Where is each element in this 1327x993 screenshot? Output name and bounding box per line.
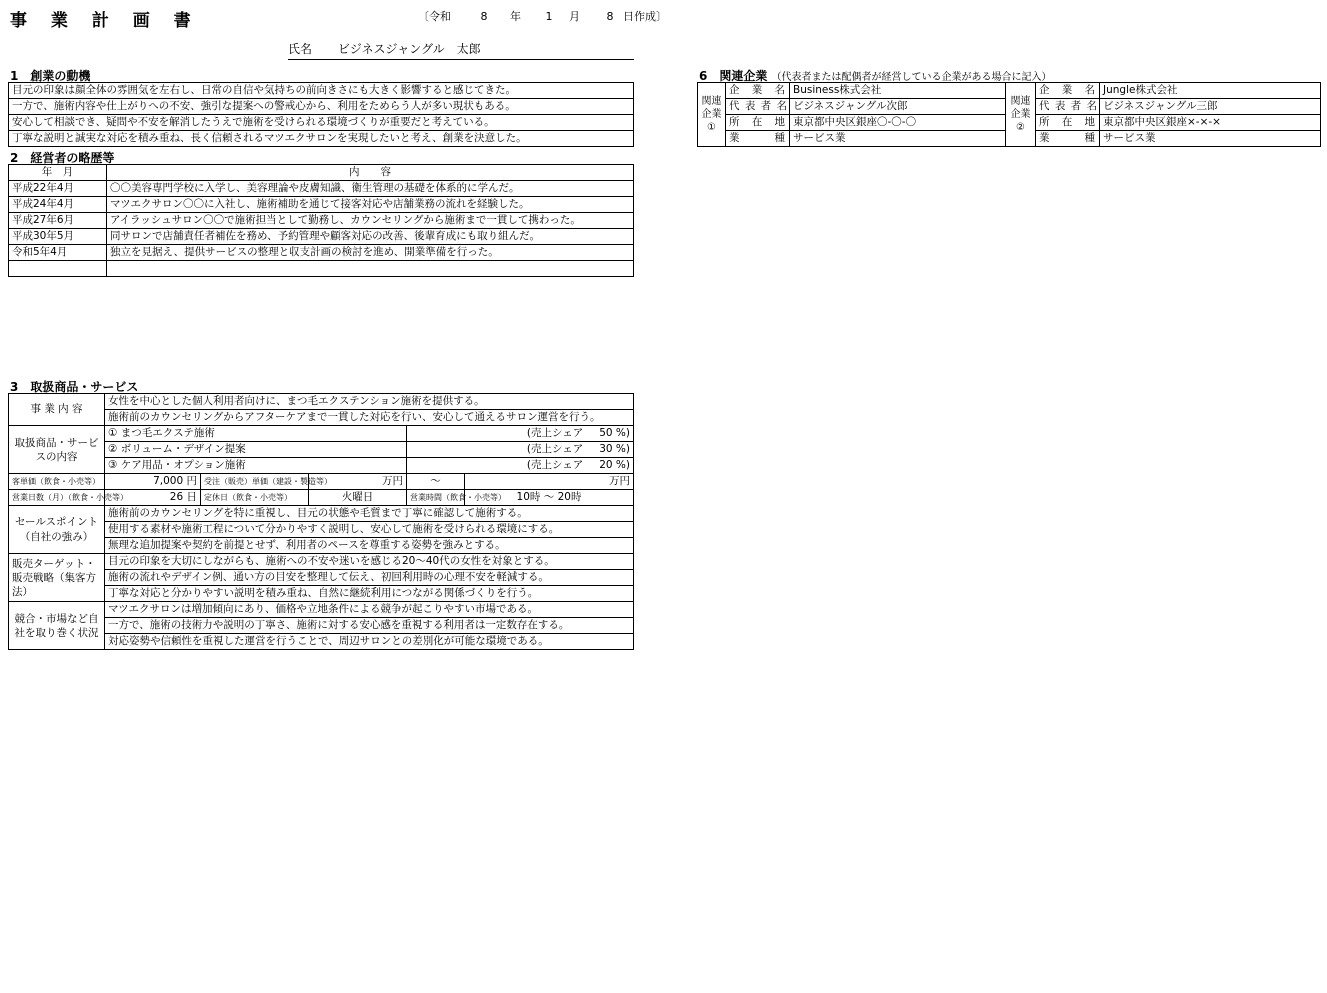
product-share <box>407 426 634 442</box>
history-date: 平成24年4月 <box>9 197 107 213</box>
field-address: 所 在 地 <box>1036 115 1100 131</box>
motivation-line: 目元の印象は顔全体の雰囲気を左右し、日常の自信や気持ちの前向きさにも大きく影響すると感じてきた。 <box>9 83 634 99</box>
history-date: 平成27年6月 <box>9 213 107 229</box>
holiday-value: 火曜日 <box>309 490 407 506</box>
motivation-line: 安心して相談でき、疑問や不安を解消したうえで施術を受けられる環境づくりが重要だと考えている。 <box>9 115 634 131</box>
sec2-title: 2 経営者の略歴等 <box>10 151 115 165</box>
field-company-name: 企 業 名 <box>1036 83 1100 99</box>
history-content: 〇〇美容専門学校に入学し、美容理論や皮膚知識、衛生管理の基礎を体系的に学んだ。 <box>107 181 634 197</box>
share-close: %) <box>615 427 630 439</box>
share-close: %) <box>615 459 630 471</box>
name-value: ビジネスジャングル 太郎 <box>337 42 481 56</box>
name-label: 氏名 <box>288 42 313 56</box>
company-industry: サービス業 <box>1100 131 1321 147</box>
order-price-from: 万円 <box>309 474 407 490</box>
unit-price-value: 7,000 <box>153 475 184 487</box>
product-share <box>407 442 634 458</box>
date-year: 8 <box>480 10 488 23</box>
motivation-line: 丁寧な説明と誠実な対応を積み重ね、長く信頼されるマツエクサロンを実現したいと考え、創業を決意した。 <box>9 131 634 147</box>
history-date: 令和5年4月 <box>9 245 107 261</box>
market-line: マツエクサロンは増加傾向にあり、価格や立地条件による競争が起こりやすい市場である。 <box>105 602 634 618</box>
market-line: 一方で、施術の技術力や説明の丁寧さ、施術に対する安心感を重視する利用者は一定数存在する。 <box>105 618 634 634</box>
history-date <box>9 261 107 277</box>
field-company-name: 企 業 名 <box>726 83 790 99</box>
history-content <box>107 261 634 277</box>
business-label: 事 業 内 容 <box>9 394 105 426</box>
sales-point: 施術前のカウンセリングを特に重視し、目元の状態や毛質まで丁寧に確認して施術する。 <box>105 506 634 522</box>
applicant-name <box>288 40 634 60</box>
history-date: 平成30年5月 <box>9 229 107 245</box>
product-name: ③ ケア用品・オプション施術 <box>105 458 407 474</box>
related-company-2-side <box>1006 83 1036 147</box>
date-open: 〔令和 <box>418 10 451 23</box>
sales-point-label: セールスポイント（自社の強み） <box>9 506 105 554</box>
history-content: 独立を見据え、提供サービスの整理と収支計画の検討を進め、開業準備を行った。 <box>107 245 634 261</box>
sales-point: 使用する素材や施術工程について分かりやすく説明し、安心して施術を受けられる環境にする。 <box>105 522 634 538</box>
field-address: 所 在 地 <box>726 115 790 131</box>
unit-price <box>105 474 201 490</box>
product-share <box>407 458 634 474</box>
order-price-to: 万円 <box>465 474 634 490</box>
share-open: (売上シェア <box>526 459 584 471</box>
business-days-value: 26 <box>169 491 184 503</box>
target-line: 施術の流れやデザイン例、通い方の目安を整理して伝え、初回利用時の心理不安を軽減する。 <box>105 570 634 586</box>
company-address: 東京都中央区銀座〇-〇-〇 <box>790 115 1006 131</box>
related-no: ① <box>707 122 716 133</box>
page-title: 事 業 計 画 書 <box>10 11 200 31</box>
company-representative: ビジネスジャングル三郎 <box>1100 99 1321 115</box>
history-content: 同サロンで店舗責任者補佐を務め、予約管理や顧客対応の改善、後輩育成にも取り組んだ。 <box>107 229 634 245</box>
order-price-tilde: 〜 <box>407 474 465 490</box>
products-label: 取扱商品・サービスの内容 <box>9 426 105 474</box>
hours-label: 営業時間（飲食・小売等） <box>407 490 465 506</box>
sec1-title: 1 創業の動機 <box>10 69 91 83</box>
market-label: 競合・市場など自社を取り巻く状況 <box>9 602 105 650</box>
unit-price-label: 客単価（飲食・小売等） <box>9 474 105 490</box>
date-year-unit: 年 <box>510 10 521 23</box>
company-name: Jungle株式会社 <box>1100 83 1321 99</box>
history-content: アイラッシュサロン〇〇で施術担当として勤務し、カウンセリングから施術まで一貫して携わった。 <box>107 213 634 229</box>
company-representative: ビジネスジャングル次郎 <box>790 99 1006 115</box>
share-open: (売上シェア <box>526 427 584 439</box>
business-line: 施術前のカウンセリングからアフターケアまで一貫した対応を行い、安心して通えるサロン運営を行う。 <box>105 410 634 426</box>
motivation-line: 一方で、施術内容や仕上がりへの不安、強引な提案への警戒心から、利用をためらう人が多い現状もある。 <box>9 99 634 115</box>
product-name: ② ボリューム・デザイン提案 <box>105 442 407 458</box>
creation-date <box>418 8 667 24</box>
product-name: ① まつ毛エクステ施術 <box>105 426 407 442</box>
company-address: 東京都中央区銀座×-×-× <box>1100 115 1321 131</box>
company-industry: サービス業 <box>790 131 1006 147</box>
share-close: %) <box>615 443 630 455</box>
share-value: 50 <box>599 427 613 439</box>
history-col-content: 内 容 <box>107 165 634 181</box>
share-value: 30 <box>599 443 613 455</box>
field-representative: 代 表 者 名 <box>1036 99 1100 115</box>
history-date: 平成22年4月 <box>9 181 107 197</box>
day-unit: 日 <box>186 491 197 503</box>
target-label: 販売ターゲット・販売戦略（集客方法） <box>9 554 105 602</box>
market-line: 対応姿勢や信頼性を重視した運営を行うことで、周辺サロンとの差別化が可能な環境である。 <box>105 634 634 650</box>
order-price-label: 受注（販売）単価（建設・製造等） <box>201 474 309 490</box>
history-content: マツエクサロン〇〇に入社し、施術補助を通じて接客対応や店舗業務の流れを経験した。 <box>107 197 634 213</box>
business-line: 女性を中心とした個人利用者向けに、まつ毛エクステンション施術を提供する。 <box>105 394 634 410</box>
sales-point: 無理な追加提案や契約を前提とせず、利用者のペースを尊重する姿勢を強みとする。 <box>105 538 634 554</box>
business-days-label: 営業日数（月）（飲食・小売等） <box>9 490 105 506</box>
related-no: ② <box>1016 122 1025 133</box>
date-day: 8 <box>606 10 614 23</box>
sec3-title: 3 取扱商品・サービス <box>10 380 139 394</box>
history-table <box>8 164 634 277</box>
target-line: 丁寧な対応と分かりやすい説明を積み重ね、自然に継続利用につながる関係づくりを行う。 <box>105 586 634 602</box>
share-value: 20 <box>599 459 613 471</box>
related-label: 関連企業 <box>1010 96 1031 120</box>
hours-to: 20時 <box>557 491 582 503</box>
sec6-title-text: 6 関連企業 <box>699 69 768 83</box>
date-close: 日作成〕 <box>623 10 667 23</box>
related-label: 関連企業 <box>701 96 722 120</box>
field-industry: 業 種 <box>726 131 790 147</box>
target-line: 目元の印象を大切にしながらも、施術への不安や迷いを感じる20〜40代の女性を対象とする。 <box>105 554 634 570</box>
share-open: (売上シェア <box>526 443 584 455</box>
sec6-note: （代表者または配偶者が経営している企業がある場合に記入） <box>771 72 1052 83</box>
company-name: Business株式会社 <box>790 83 1006 99</box>
holiday-label: 定休日（飲食・小売等） <box>201 490 309 506</box>
products-table <box>8 393 634 650</box>
hours-from: 10時 <box>516 491 541 503</box>
date-month-unit: 月 <box>569 10 580 23</box>
motivation-table <box>8 82 634 147</box>
yen-unit: 円 <box>186 475 197 487</box>
related-companies-table <box>697 82 1321 147</box>
history-col-date: 年 月 <box>9 165 107 181</box>
field-industry: 業 種 <box>1036 131 1100 147</box>
date-month: 1 <box>545 10 553 23</box>
hours-tilde: 〜 <box>543 491 555 503</box>
related-company-1-side <box>698 83 726 147</box>
field-representative: 代 表 者 名 <box>726 99 790 115</box>
